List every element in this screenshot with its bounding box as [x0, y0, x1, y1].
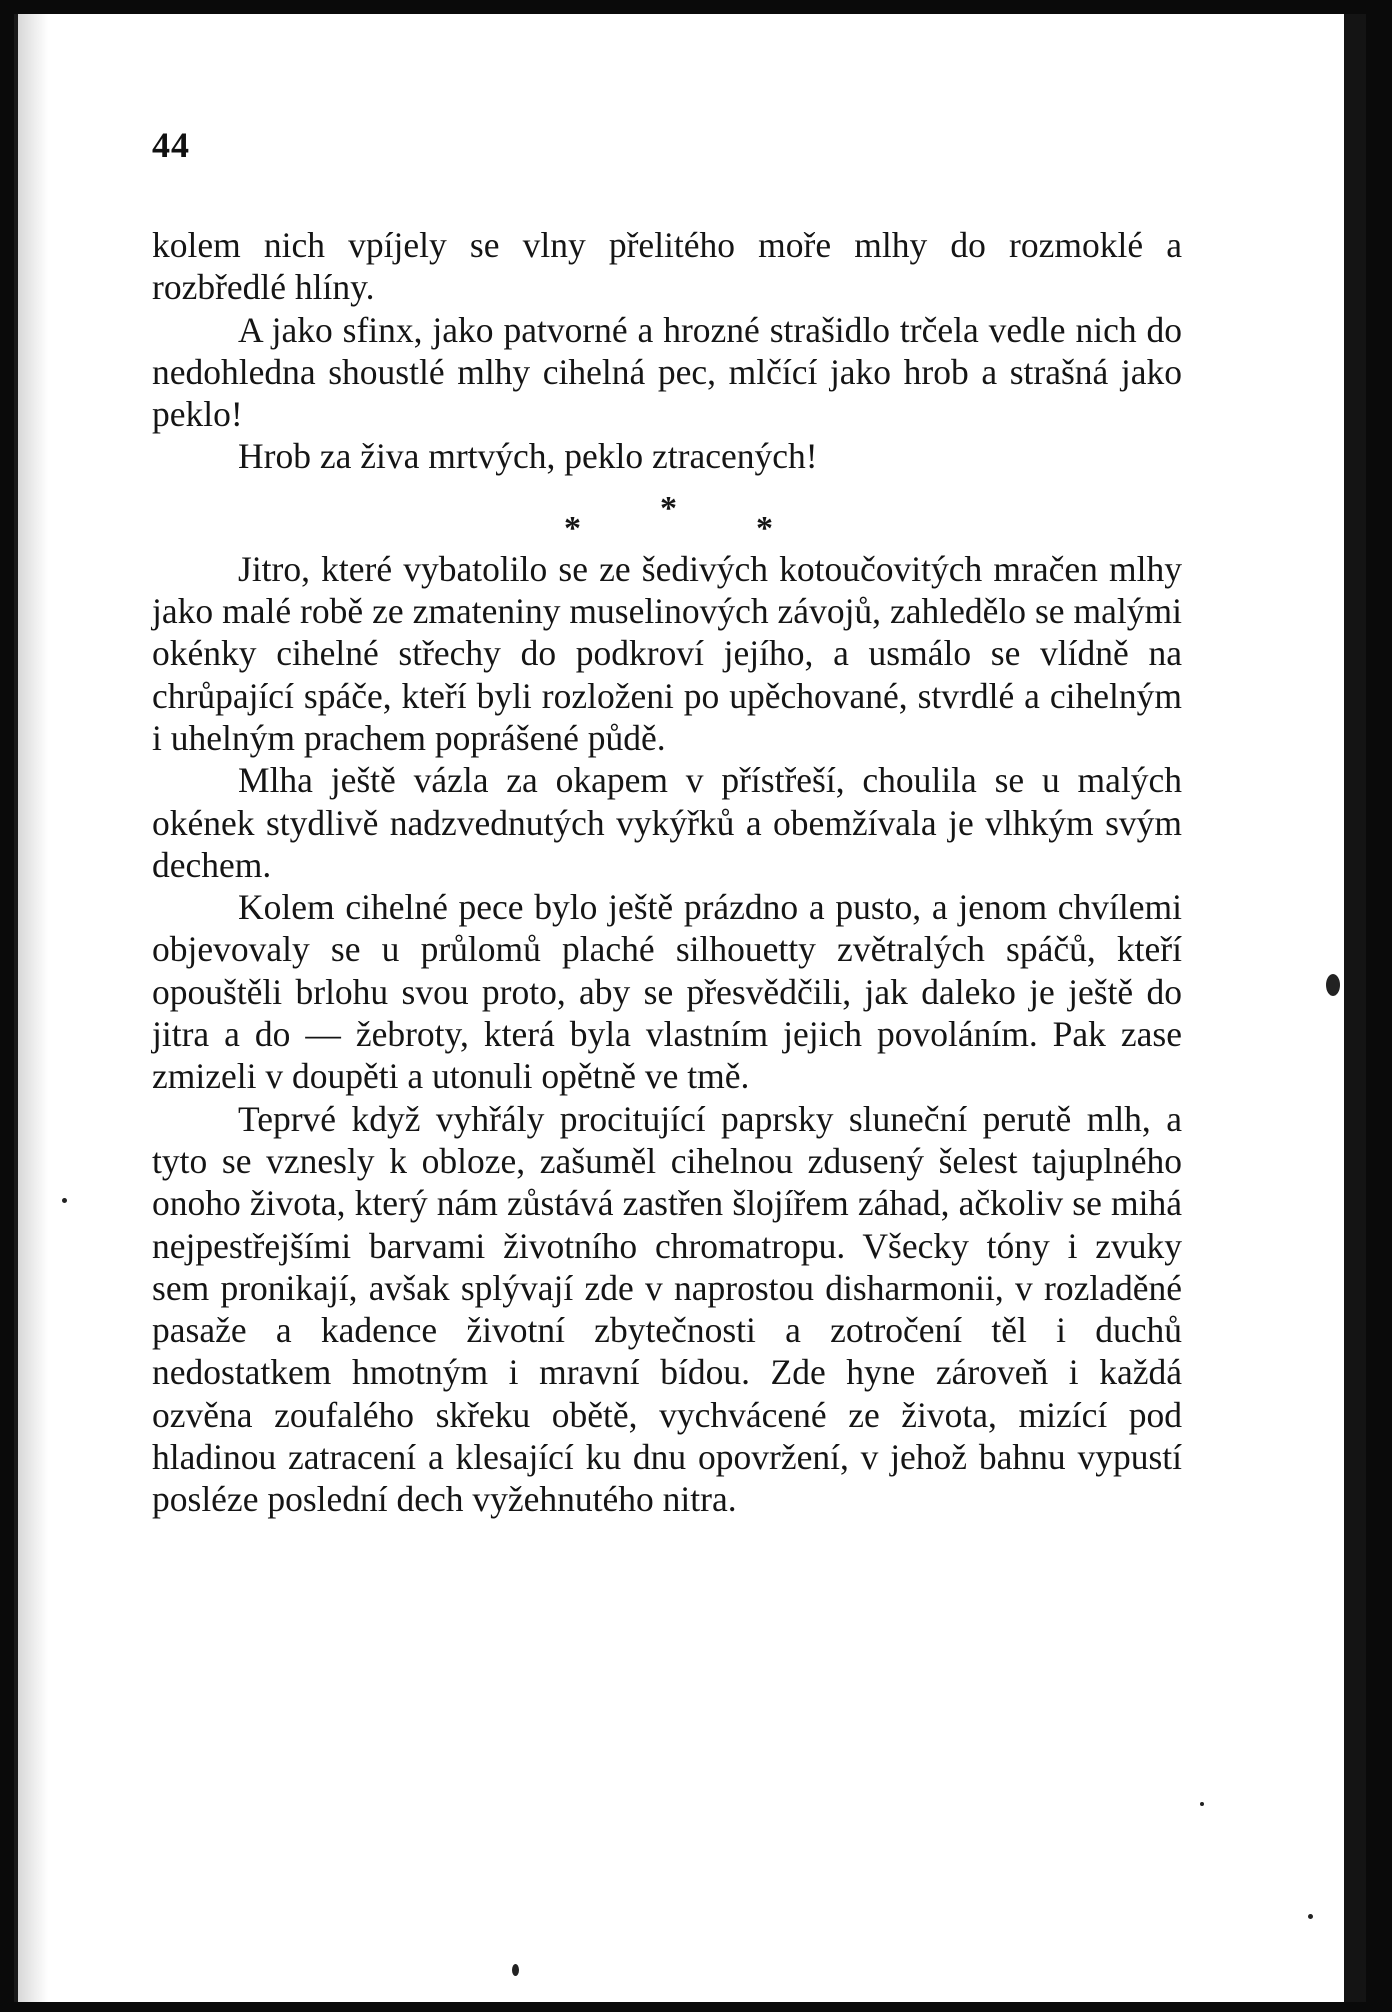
scan-speck	[62, 1198, 67, 1203]
paragraph: Kolem cihelné pece bylo ještě prázdno a pusto, a jenom chvílemi objevovaly se u průlomů plaché silhouetty zvětralých spáčů, kteří opouštěli brlohu svou proto, aby se přesvědčili, jak daleko je ještě do jitra a do — žebroty, která byla vlastním jejich povoláním. Pak zase zmizeli v doupěti a utonuli opětně ve tmě.	[152, 887, 1182, 1097]
separator-asterisk: *	[564, 509, 581, 547]
page-gutter-shadow	[18, 14, 48, 2002]
section-separator	[152, 478, 1182, 548]
paragraph: Mlha ještě vázla za okapem v přístřeší, choulila se u malých okének stydlivě nadzvednutých vykýřků a obemžívala je vlhkým svým dechem.	[152, 760, 1182, 885]
scan-speck	[512, 1964, 519, 1976]
scan-speck	[1308, 1914, 1313, 1919]
book-page	[14, 14, 1366, 2002]
body-text	[152, 224, 1182, 1521]
scan-speck	[1326, 974, 1340, 996]
scan-speck	[1200, 1802, 1204, 1806]
paragraph: Hrob za živa mrtvých, peklo ztracených!	[238, 436, 818, 477]
paragraph: kolem nich vpíjely se vlny přelitého moře mlhy do rozmoklé a rozbředlé hlíny.	[152, 225, 1182, 308]
page-number: 44	[152, 125, 190, 165]
paragraph: A jako sfinx, jako patvorné a hrozné strašidlo trčela vedle nich do nedohledna shoustlé mlhy cihelná pec, mlčící jako hrob a strašná jako peklo!	[152, 309, 1182, 435]
paragraph: Teprvé když vyhřály procitující paprsky sluneční perutě mlh, a tyto se vznesly k obloze, zašuměl cihelnou zdusený šelest tajuplného onoho života, který nám zůstává zastřen šlojířem záhad, ačkoliv se mihá nejpestřejšími barvami životního chromatropu. Všecky tóny i zvuky sem pronikají, avšak splývají zde v naprostou disharmonii, v rozladěné pasaže a kadence životní zbytečnosti a zotročení těl i duchů nedostatkem hmotným i mravní bídou. Zde hyne zároveň i každá ozvěna zoufalého skřeku obětě, vychvácené ze života, mizící pod hladinou zatracení a klesající ku dnu opovržení, v jehož bahnu vypustí posléze poslední dech vyžehnutého nitra.	[152, 1098, 1182, 1520]
paragraph: Jitro, které vybatolilo se ze šedivých kotoučovitých mračen mlhy jako malé robě ze zmateniny muselinových závojů, zahledělo se malými okénky cihelné střechy do podkroví jejího, a usmálo se vlídně na chrůpající spáče, kteří byli rozloženi po upěchované, stvrdlé a cihelným i uhelným prachem poprášené půdě.	[152, 548, 1182, 758]
separator-asterisk: *	[756, 509, 773, 547]
separator-asterisk: *	[660, 489, 677, 527]
